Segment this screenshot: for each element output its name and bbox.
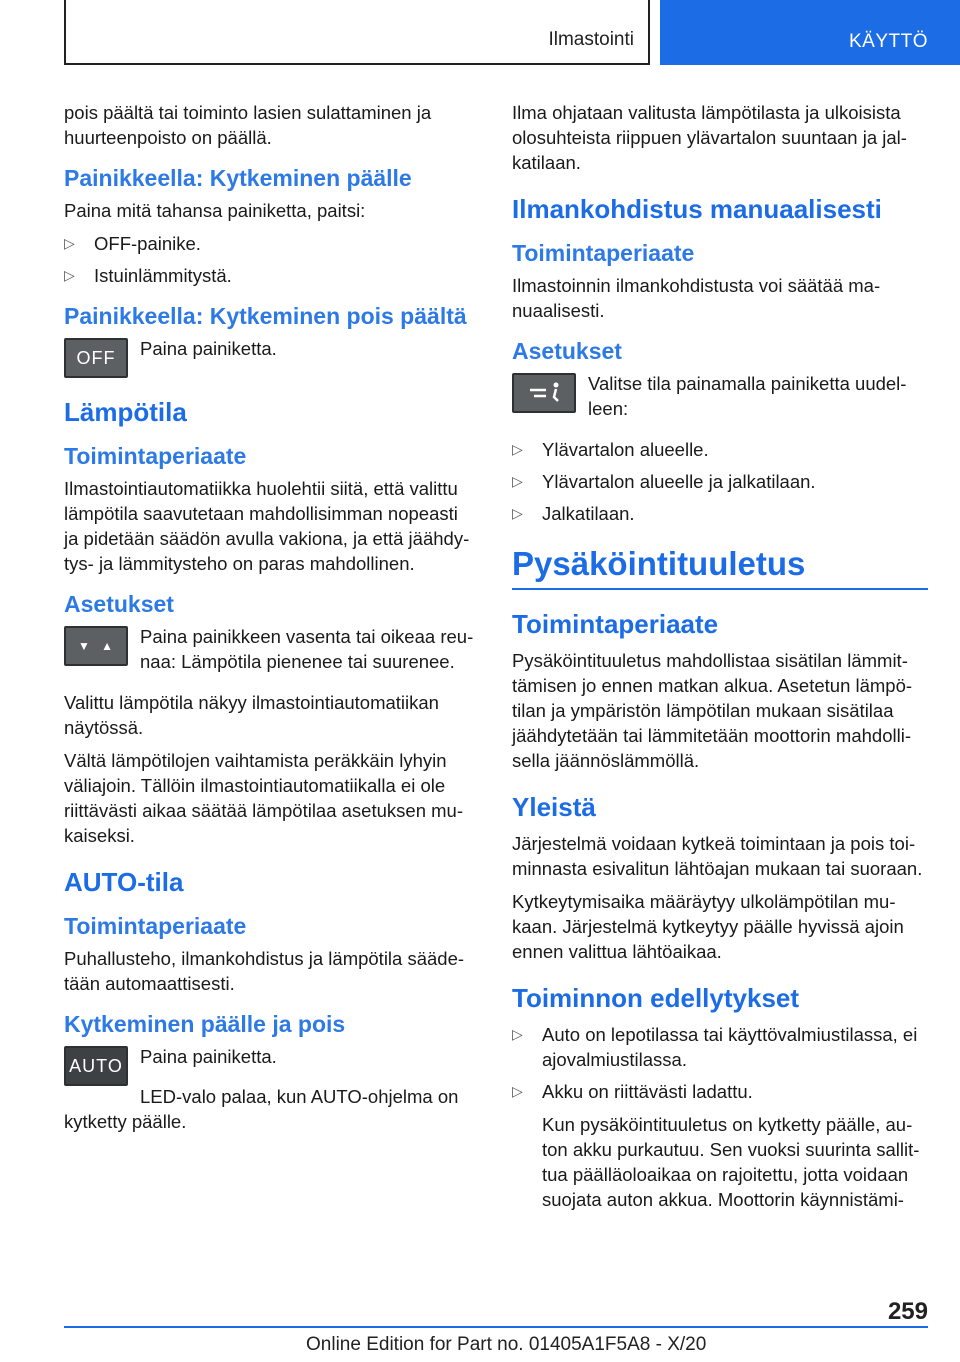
paragraph: Paina painiketta. [140,338,277,359]
triangle-bullet-icon: ▷ [512,505,523,521]
heading-principle: Toimintaperiaate [512,240,695,266]
heading-requirements: Toiminnon edellytykset [512,983,800,1013]
heading-settings: Asetukset [512,338,622,364]
paragraph: Järjestelmä voidaan kytkeä toimintaan ja pois toiminnasta esivalitun lähtöajan mukaan tai suoraan. [512,833,923,879]
heading-manual-distribution: Ilmankohdistus manuaalisesti [512,194,882,224]
paragraph: Pysäköintituuletus mahdollistaa sisätilan lämmittämisen jo ennen matkan alkua. Asetetun lämpötilan ja ympäristön lämpötilan mukaan sisätilaa jäähdytetään tai lämmitetään moottorin mahdollisella jäännöslämmöllä. [512,650,913,771]
paragraph: Valittu lämpötila näkyy ilmastointiautomatiikan näytössä. [64,692,439,738]
list [512,437,928,526]
triangle-bullet-icon: ▷ [512,1026,523,1042]
footer-edition: Online Edition for Part no. 01405A1F5A8 - X/20 [306,1334,707,1355]
footer-divider [64,1326,928,1328]
header-chapter-tab [660,0,960,65]
right-column [512,100,928,1220]
paragraph: Ilmastoinnin ilmankohdistusta voi säätää manuaalisesti. [512,275,881,321]
triangle-bullet-icon: ▷ [64,235,75,251]
paragraph: LED-valo palaa, kun AUTO-ohjelma on kytketty päälle. [64,1086,459,1132]
arrow-up-icon: ▲ [101,639,114,653]
triangle-bullet-icon: ▷ [512,441,523,457]
page-number: 259 [887,1298,928,1325]
heading-settings: Asetukset [64,591,174,617]
list [512,1022,928,1104]
triangle-bullet-icon: ▷ [64,267,75,283]
heading-switch-on: Painikkeella: Kytkeminen päälle [64,165,412,191]
triangle-bullet-icon: ▷ [512,473,523,489]
list-item: ▷ Istuinlämmitystä. [64,265,232,286]
paragraph: Paina painikkeen vasenta tai oikeaa reunaa: Lämpötila pienenee tai suurenee. [140,626,474,672]
heading-principle: Toimintaperiaate [64,443,247,469]
list-item: ▷ OFF-painike. [64,233,201,254]
paragraph: Kytkeytymisaika määräytyy ulkolämpötilan mukaan. Järjestelmä kytkeytyy päälle hyvissä ajoin ennen valittua lähtöaikaa. [512,891,904,962]
auto-instruction [64,1044,476,1086]
list-item: ▷ Ylävartalon alueelle ja jalkatilaan. [512,471,816,492]
paragraph: Ilma ohjataan valitusta lämpötilasta ja ulkoisista olosuhteista riippuen ylävartalon suuntaan ja jalkatilaan. [512,102,907,173]
list-item: ▷ Jalkatilaan. [512,503,635,524]
off-button-image: OFF [64,338,128,378]
heading-principle: Toimintaperiaate [512,609,719,639]
paragraph: Puhallusteho, ilmankohdistus ja lämpötila säädetään automaattisesti. [64,948,465,994]
heading-auto-mode: AUTO-tila [64,867,184,897]
list-item: ▷ Ylävartalon alueelle. [512,439,709,460]
paragraph: Valitse tila painamalla painiketta uudelleen: [588,373,907,419]
paragraph: Paina mitä tahansa painiketta, paitsi: [64,200,366,221]
temperature-button-image [64,626,128,666]
arrow-down-icon: ▼ [78,639,91,653]
left-column [64,100,476,1142]
off-instruction [64,336,476,378]
heading-temperature: Lämpötila [64,397,187,427]
heading-general: Yleistä [512,792,596,822]
heading-parking-ventilation: Pysäköintituuletus [512,544,928,590]
header-section-tab [64,0,650,65]
distribution-instruction [512,371,928,429]
paragraph: Paina painiketta. [140,1046,277,1067]
heading-principle: Toimintaperiaate [64,913,247,939]
list-item: ▷ Akku on riittävästi ladattu. [512,1081,753,1102]
air-distribution-icon [522,381,566,405]
header-chapter-title: KÄYTTÖ [848,31,928,52]
triangle-bullet-icon: ▷ [512,1083,523,1099]
heading-auto-on-off: Kytkeminen päälle ja pois [64,1011,346,1037]
temperature-instruction [64,624,476,682]
auto-button-image: AUTO [64,1046,128,1086]
air-distribution-button-image [512,373,576,413]
paragraph: Vältä lämpötilojen vaihtamista peräkkäin lyhyin väliajoin. Tällöin ilmastointiautomatiikalla ei ole riittävästi aikaa säätää lämpötilaa asetuksen mukaiseksi. [64,750,463,846]
paragraph: pois päältä tai toiminto lasien sulattaminen ja huurteenpoisto on päällä. [64,102,432,148]
heading-switch-off: Painikkeella: Kytkeminen pois päältä [64,303,467,329]
list [64,231,476,288]
list-item: ▷ Auto on lepotilassa tai käyttövalmiustilassa, ei ajovalmiustilassa. [512,1024,918,1070]
paragraph: Kun pysäköintituuletus on kytketty päälle, auton akku purkautuu. Sen vuoksi suurinta sallittua päälläoloaikaa on rajoitettu, jotta voidaan suojata auton akkua. Moottorin käynnistämi- [542,1114,920,1210]
header-section-title: Ilmastointi [548,29,634,50]
paragraph: Ilmastointiautomatiikka huolehtii siitä, että valittu lämpötila saavutetaan mahdollisimman nopeasti ja pidetään säädön avulla vakiona, ja että jäähdytys- ja lämmitysteho on paras mahdollinen. [64,478,470,574]
